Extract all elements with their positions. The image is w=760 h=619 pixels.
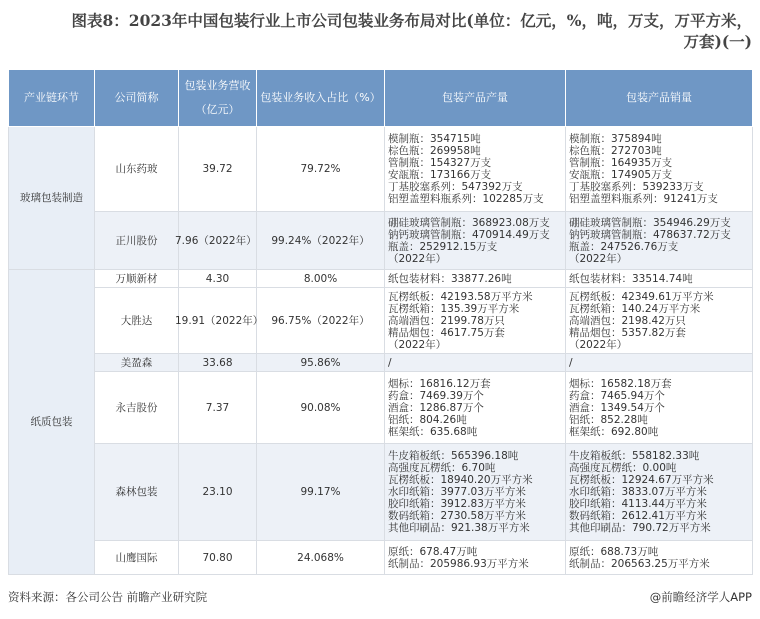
product-line-item: 硼硅玻璃管制瓶：354946.29万支 — [569, 216, 731, 229]
product-line-item: 胶印纸箱：4113.44万平方米 — [569, 498, 707, 510]
share-cell: 24.068% — [257, 541, 385, 575]
product-line-item: 酒盒：1286.87万个 — [388, 401, 484, 414]
chart-title — [8, 10, 752, 52]
product-line-item: 精品烟包：5357.82万套 — [569, 326, 686, 339]
table-row — [9, 541, 753, 575]
revenue-cell: 19.91（2022年） — [179, 288, 257, 354]
category-cell: 纸质包装 — [9, 270, 95, 575]
share-cell: 90.08% — [257, 372, 385, 444]
product-line-item: 安瓿瓶：174905万支 — [569, 169, 673, 181]
output-cell — [385, 354, 566, 372]
product-line-item: 数码纸箱：2612.41万平方米 — [569, 510, 707, 522]
company-cell: 正川股份 — [95, 212, 179, 270]
product-line-item: 其他印刷品：921.38万平方米 — [388, 522, 530, 534]
table-row — [9, 288, 753, 354]
product-line-item: 铝纸：804.26吨 — [388, 413, 467, 426]
company-cell: 山东药玻 — [95, 127, 179, 212]
comparison-table — [8, 69, 753, 575]
share-cell: 79.72% — [257, 127, 385, 212]
brand-mark: @前瞻经济学人APP — [649, 590, 752, 604]
product-line-item: （2022年） — [569, 338, 628, 351]
sales-cell — [566, 354, 753, 372]
output-cell — [385, 444, 566, 541]
comparison-table-wrapper — [8, 69, 752, 575]
header-chain-stage: 产业链环节 — [9, 70, 95, 127]
product-line-item: 纸包装材料：33514.74吨 — [569, 272, 693, 285]
product-line-item: 模制瓶：375894吨 — [569, 133, 662, 145]
header-revenue: 包装业务营收（亿元） — [179, 70, 257, 127]
sales-cell — [566, 541, 753, 575]
sales-cell — [566, 372, 753, 444]
product-line-item: 精品烟包：4617.75万套 — [388, 326, 505, 339]
company-cell: 森林包装 — [95, 444, 179, 541]
product-line-item: 水印纸箱：3977.03万平方米 — [388, 486, 526, 498]
revenue-cell: 70.80 — [179, 541, 257, 575]
product-line-item: 纸包装材料：33877.26吨 — [388, 272, 512, 285]
table-row — [9, 270, 753, 288]
sales-cell — [566, 127, 753, 212]
title-line-2: 万套)(一) — [683, 32, 752, 51]
product-line-item: 药盒：7469.39万个 — [388, 389, 484, 402]
product-line-item: 药盒：7465.94万个 — [569, 389, 665, 402]
product-line-item: （2022年） — [388, 338, 447, 351]
product-line-item: 框架纸：692.80吨 — [569, 425, 659, 438]
revenue-cell: 23.10 — [179, 444, 257, 541]
header-share: 包装业务收入占比（%） — [257, 70, 385, 127]
revenue-cell: 7.37 — [179, 372, 257, 444]
output-cell — [385, 372, 566, 444]
product-line-item: 瓦楞纸板：42349.61万平方米 — [569, 290, 714, 303]
product-line-item: 瓦楞纸板：18940.20万平方米 — [388, 474, 533, 486]
share-cell: 96.75%（2022年） — [257, 288, 385, 354]
product-line-item: 硼硅玻璃管制瓶：368923.08万支 — [388, 216, 550, 229]
category-cell: 玻璃包装制造 — [9, 127, 95, 270]
product-line-item: 瓶盖：252912.15万支 — [388, 240, 498, 253]
product-line-item: 铝塑盖塑料瓶系列：91241万支 — [569, 193, 718, 205]
sales-cell — [566, 270, 753, 288]
product-line-item: 瓦楞纸箱：140.24万平方米 — [569, 302, 701, 315]
share-cell: 95.86% — [257, 354, 385, 372]
share-cell: 8.00% — [257, 270, 385, 288]
product-line-item: 棕色瓶：269958吨 — [388, 145, 481, 157]
product-line-item: 胶印纸箱：3912.83万平方米 — [388, 498, 526, 510]
table-row — [9, 127, 753, 212]
revenue-cell: 39.72 — [179, 127, 257, 212]
product-line-item: / — [388, 356, 392, 369]
product-line-item: 棕色瓶：272703吨 — [569, 145, 662, 157]
product-line-item: 纸制品：205986.93万平方米 — [388, 557, 529, 570]
sales-cell — [566, 288, 753, 354]
product-line-item: 高强度瓦楞纸：6.70吨 — [388, 462, 496, 474]
product-line-item: 瓦楞纸箱：135.39万平方米 — [388, 302, 520, 315]
product-line-item: 烟标：16582.18万套 — [569, 377, 672, 390]
table-row — [9, 212, 753, 270]
output-cell — [385, 541, 566, 575]
product-line-item: 数码纸箱：2730.58万平方米 — [388, 510, 526, 522]
product-line-item: 原纸：678.47万吨 — [388, 545, 478, 558]
revenue-cell: 7.96（2022年） — [179, 212, 257, 270]
product-line-item: （2022年） — [388, 252, 447, 265]
source-note: 资料来源：各公司公告 前瞻产业研究院 — [8, 590, 208, 604]
header-output: 包装产品产量 — [385, 70, 566, 127]
company-cell: 山鹰国际 — [95, 541, 179, 575]
product-line-item: 牛皮箱板纸：558182.33吨 — [569, 450, 700, 462]
product-line-item: 管制瓶：154327万支 — [388, 157, 492, 169]
product-line-item: 丁基胶塞系列：539233万支 — [569, 181, 704, 193]
share-cell: 99.17% — [257, 444, 385, 541]
product-line-item: 牛皮箱板纸：565396.18吨 — [388, 450, 519, 462]
product-line-item: 瓶盖：247526.76万支 — [569, 240, 679, 253]
product-line-item: 钠钙玻璃管制瓶：478637.72万支 — [569, 228, 731, 241]
product-line-item: / — [569, 356, 573, 369]
output-cell — [385, 270, 566, 288]
product-line-item: 丁基胶塞系列：547392万支 — [388, 181, 523, 193]
product-line-item: 瓦楞纸板：42193.58万平方米 — [388, 290, 533, 303]
revenue-cell: 33.68 — [179, 354, 257, 372]
output-cell — [385, 288, 566, 354]
product-line-item: 管制瓶：164935万支 — [569, 157, 673, 169]
product-line-item: 铝纸：852.28吨 — [569, 413, 648, 426]
product-line-item: 烟标：16816.12万套 — [388, 377, 491, 390]
product-line-item: 水印纸箱：3833.07万平方米 — [569, 486, 707, 498]
product-line-item: 其他印刷品：790.72万平方米 — [569, 522, 711, 534]
product-line-item: 高端酒包：2199.78万只 — [388, 314, 505, 327]
sales-cell — [566, 212, 753, 270]
product-line-item: 安瓿瓶：173166万支 — [388, 169, 492, 181]
product-line-item: 铝塑盖塑料瓶系列：102285万支 — [388, 193, 544, 205]
product-line-item: 模制瓶：354715吨 — [388, 133, 481, 145]
table-row — [9, 354, 753, 372]
product-line-item: 高端酒包：2198.42万只 — [569, 314, 686, 327]
revenue-cell: 4.30 — [179, 270, 257, 288]
company-cell: 美盈森 — [95, 354, 179, 372]
product-line-item: （2022年） — [569, 252, 628, 265]
product-line-item: 高强度瓦楞纸：0.00吨 — [569, 462, 677, 474]
share-cell: 99.24%（2022年） — [257, 212, 385, 270]
product-line-item: 框架纸：635.68吨 — [388, 425, 478, 438]
sales-cell — [566, 444, 753, 541]
output-cell — [385, 212, 566, 270]
product-line-item: 酒盒：1349.54万个 — [569, 401, 665, 414]
product-line-item: 钠钙玻璃管制瓶：470914.49万支 — [388, 228, 550, 241]
company-cell: 永吉股份 — [95, 372, 179, 444]
output-cell — [385, 127, 566, 212]
title-line-1: 图表8：2023年中国包装行业上市公司包装业务布局对比(单位：亿元，%，吨，万支，万平方米， — [71, 11, 752, 30]
table-body — [9, 127, 753, 575]
company-cell: 大胜达 — [95, 288, 179, 354]
product-line-item: 瓦楞纸板：12924.67万平方米 — [569, 474, 714, 486]
table-header-row — [9, 70, 753, 127]
company-cell: 万顺新材 — [95, 270, 179, 288]
header-company: 公司简称 — [95, 70, 179, 127]
header-sales: 包装产品销量 — [566, 70, 753, 127]
table-row — [9, 372, 753, 444]
table-row — [9, 444, 753, 541]
product-line-item: 原纸：688.73万吨 — [569, 545, 659, 558]
product-line-item: 纸制品：206563.25万平方米 — [569, 557, 710, 570]
